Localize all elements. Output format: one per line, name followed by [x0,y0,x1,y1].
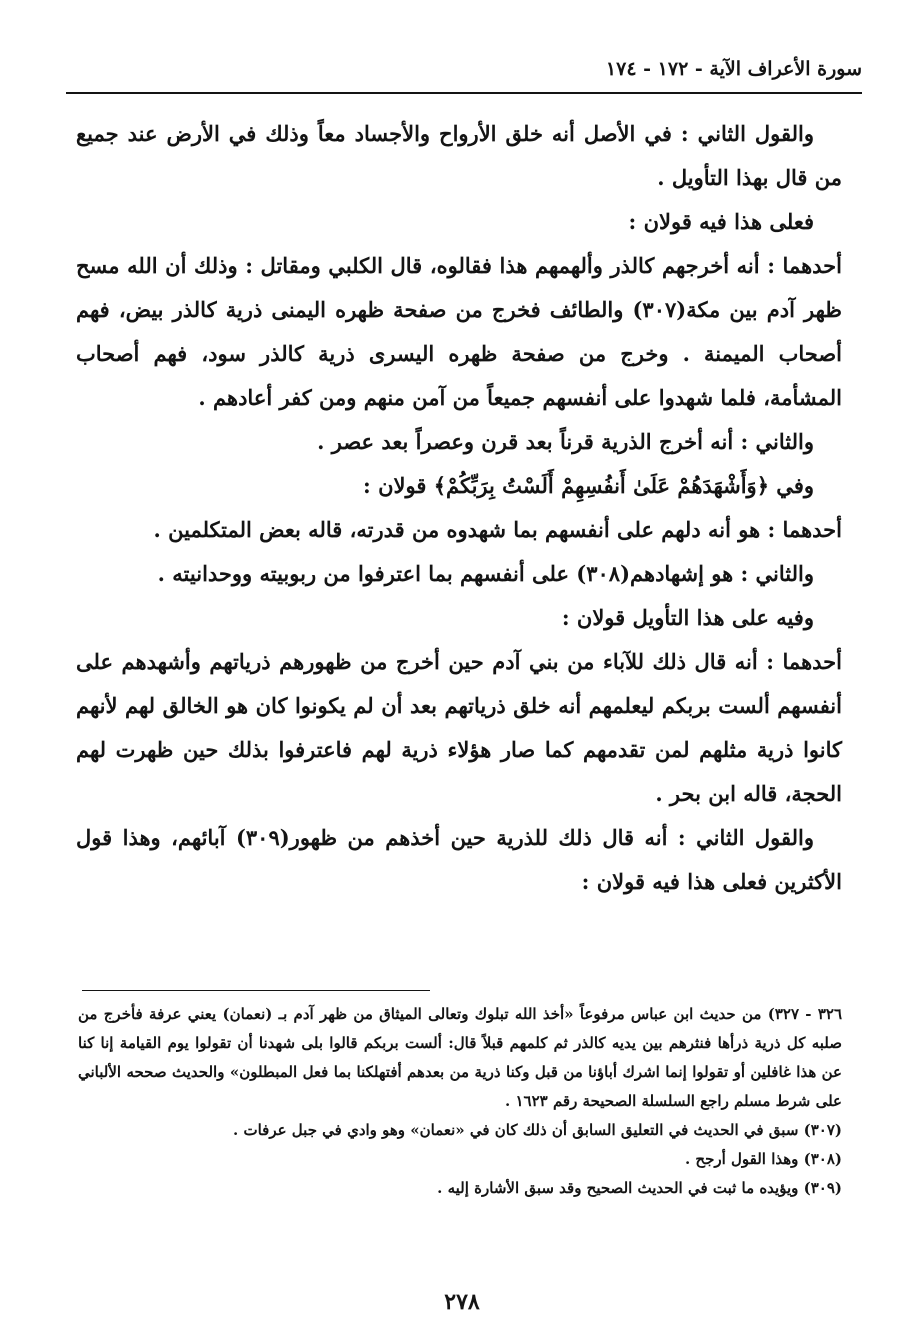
paragraph-quran-verse: وفي ﴿وَأَشْهَدَهُمْ عَلَىٰ أَنفُسِهِمْ أَلَسْتُ بِرَبِّكُمْ﴾ قولان : [363,473,814,498]
footnote-308: (٣٠٨) وهذا القول أرجح . [684,1150,842,1168]
paragraph-two-views: فعلى هذا فيه قولان : [628,209,814,234]
paragraph-majority-opinion: والقول الثاني : أنه قال ذلك للذرية حين أخذهم من ظهور(٣٠٩) آبائهم، وهذا قول الأكثرين فعلى هذا فيه قولان : [76,825,842,894]
paragraph-fathers-opinion: أحدهما : أنه قال ذلك للآباء من بني آدم حين أخرج من ظهورهم ذرياتهم وأشهدهم على أنفسهم ألست بربكم ليعلمهم أنه خلق ذرياتهم بعد أن لم يكونوا كان هو الخالق لهم لأنهم كانوا ذرية مثلهم لمن تقدمهم كما صار هؤلاء ذرية لهم فاعترفوا بذلك حين ظهرت لهم الحجة، قاله ابن بحر . [76,649,842,806]
header-divider [66,92,862,94]
footnotes [78,1000,842,1203]
footnote-divider [82,990,430,991]
main-text [76,112,842,904]
footnote-307: (٣٠٧) سبق في الحديث في التعليق السابق أن ذلك كان في «نعمان» وهو وادي في جبل عرفات . [233,1121,842,1139]
paragraph-first-view: أحدهما : أنه أخرجهم كالذر وألهمهم هذا فقالوه، قال الكلبي ومقاتل : وذلك أن الله مسح ظهر آدم بين مكة(٣٠٧) والطائف فخرج من صفحة ظهره اليمنى ذرية كالذر بيض، فهم أصحاب الميمنة . وخرج من صفحة ظهره اليسرى ذرية كالذر سود، فهم أصحاب المشأمة، فلما شهدوا على أنفسهم جميعاً من آمن منهم ومن كفر أعادهم . [76,253,842,410]
footnote-326-327: ٣٢٦ - ٣٢٧) من حديث ابن عباس مرفوعاً «أخذ الله تبلوك وتعالى الميثاق من ظهر آدم بـ (نعمان) يعني عرفة فأخرج من صلبه كل ذرية ذرأها فنثرهم بين يديه كالذر ثم كلمهم قبلاً قال: ألست بربكم قالوا بلى شهدنا أن تقولوا يوم القيامة إنا كنا عن هذا غافلين أو تقولوا إنما اشرك أباؤنا من قبل وكنا ذرية من بعدهم أفتهلكنا بما فعل المبطلون» والحديث صححه الألباني على شرط مسلم راجع السلسلة الصحيحة رقم ١٦٢٣ . [78,1005,842,1110]
surah-header-title: سورة الأعراف الآية - ١٧٢ - ١٧٤ [605,58,862,80]
paragraph-interpretation-views: وفيه على هذا التأويل قولان : [561,605,814,630]
paragraph-first-opinion: أحدهما : هو أنه دلهم على أنفسهم بما شهدوه من قدرته، قاله بعض المتكلمين . [153,517,842,542]
footnote-309: (٣٠٩) ويؤيده ما ثبت في الحديث الصحيح وقد سبق الأشارة إليه . [437,1179,842,1197]
paragraph-second-opinion: والثاني : هو إشهادهم(٣٠٨) على أنفسهم بما اعترفوا من ربوبيته ووحدانيته . [157,561,814,586]
paragraph-second-view: والثاني : أنه أخرج الذرية قرناً بعد قرن وعصراً بعد عصر . [317,429,814,454]
page-number: ٢٧٨ [444,1289,480,1315]
paragraph-second-saying: والقول الثاني : في الأصل أنه خلق الأرواح والأجساد معاً وذلك في الأرض عند جميع من قال بهذا التأويل . [76,121,842,190]
running-header [66,58,862,92]
